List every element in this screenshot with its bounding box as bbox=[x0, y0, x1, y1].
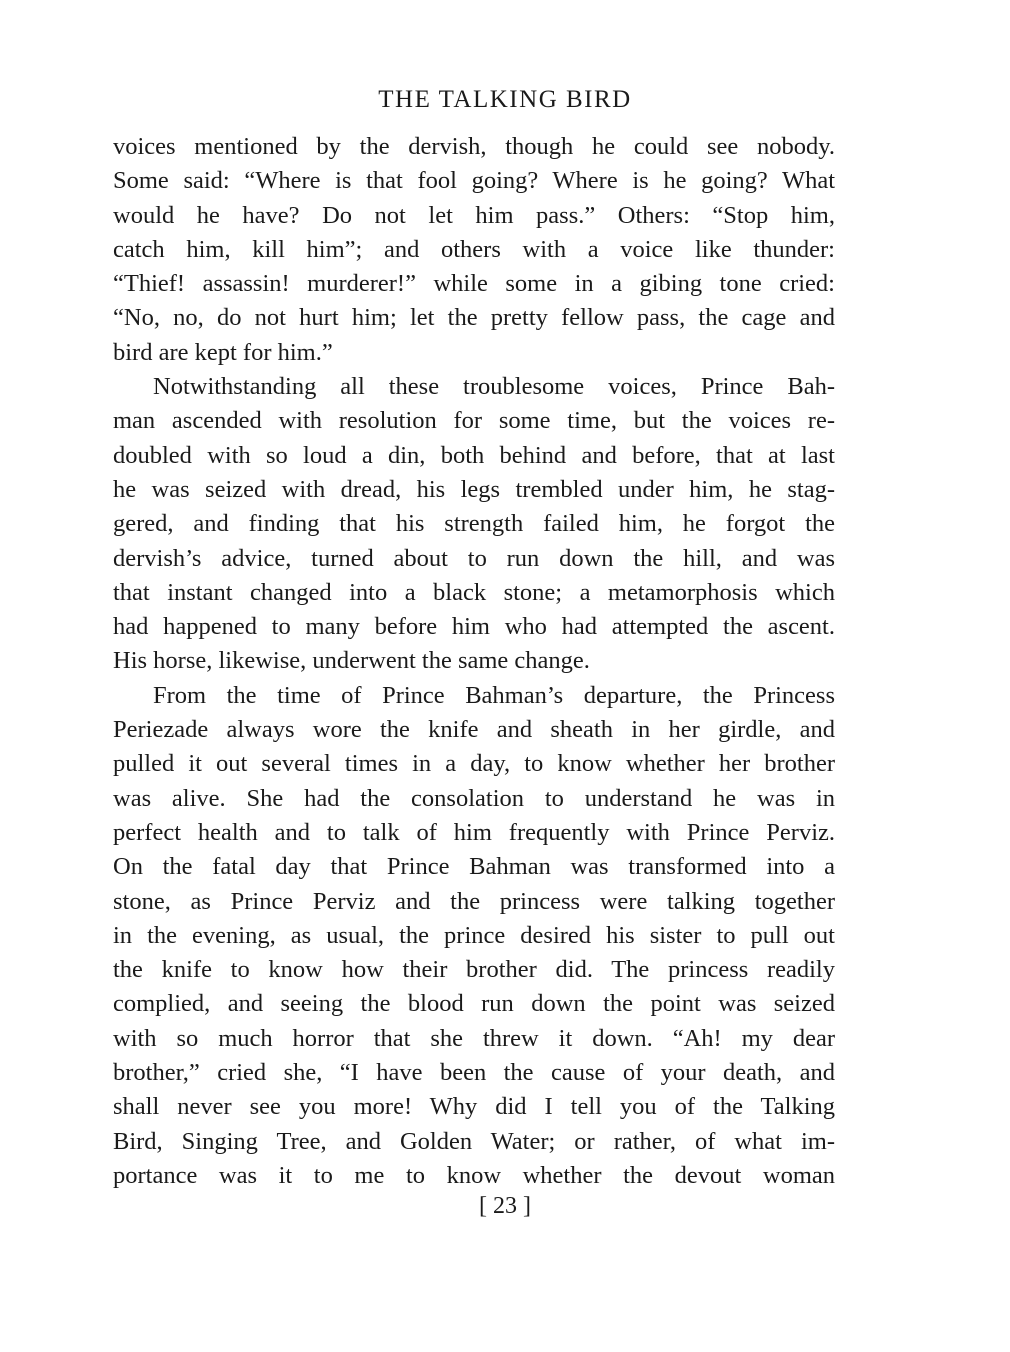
text-line: portance was it to me to know whether the devout woman bbox=[113, 1161, 835, 1189]
text-line: His horse, likewise, underwent the same change. bbox=[113, 647, 590, 675]
text-line: brother,” cried she, “I have been the cause of your death, and bbox=[113, 1059, 835, 1087]
text-line: would he have? Do not let him pass.” Others: “Stop him, bbox=[113, 201, 835, 229]
text-line: dervish’s advice, turned about to run down the hill, and was bbox=[113, 544, 835, 572]
text-line: Some said: “Where is that fool going? Where is he going? What bbox=[113, 167, 835, 195]
text-line: that instant changed into a black stone; a metamorphosis which bbox=[113, 578, 835, 606]
text-line: From the time of Prince Bahman’s departure, the Princess bbox=[153, 681, 835, 709]
text-line: in the evening, as usual, the prince desired his sister to pull out bbox=[113, 921, 835, 949]
text-line: On the fatal day that Prince Bahman was transformed into a bbox=[113, 853, 835, 881]
text-line: complied, and seeing the blood run down the point was seized bbox=[113, 990, 835, 1018]
text-line: perfect health and to talk of him frequently with Prince Perviz. bbox=[113, 818, 835, 846]
running-title: THE TALKING BIRD bbox=[378, 86, 632, 113]
text-line: was alive. She had the consolation to understand he was in bbox=[113, 784, 835, 812]
text-line: had happened to many before him who had attempted the ascent. bbox=[113, 613, 835, 641]
text-line: voices mentioned by the dervish, though he could see nobody. bbox=[113, 133, 835, 160]
text-line: he was seized with dread, his legs trembled under him, he stag- bbox=[113, 475, 835, 503]
page-number: [ 23 ] bbox=[479, 1193, 531, 1219]
text-line: catch him, kill him”; and others with a voice like thunder: bbox=[113, 235, 835, 263]
body-text bbox=[113, 130, 835, 1193]
text-line: bird are kept for him.” bbox=[113, 338, 333, 366]
text-line: “No, no, do not hurt him; let the pretty fellow pass, the cage and bbox=[113, 304, 835, 332]
text-line: shall never see you more! Why did I tell you of the Talking bbox=[113, 1093, 835, 1121]
text-line: stone, as Prince Perviz and the princess were talking together bbox=[113, 887, 835, 915]
text-line: doubled with so loud a din, both behind and before, that at last bbox=[113, 441, 835, 469]
text-line: Notwithstanding all these troublesome voices, Prince Bah- bbox=[153, 373, 835, 401]
text-line: with so much horror that she threw it down. “Ah! my dear bbox=[113, 1024, 835, 1052]
text-line: Periezade always wore the knife and sheath in her girdle, and bbox=[113, 716, 835, 744]
text-line: the knife to know how their brother did. The princess readily bbox=[113, 956, 835, 984]
text-line: man ascended with resolution for some time, but the voices re- bbox=[113, 407, 835, 435]
text-line: gered, and finding that his strength failed him, he forgot the bbox=[113, 510, 835, 538]
text-line: “Thief! assassin! murderer!” while some in a gibing tone cried: bbox=[113, 270, 835, 298]
text-line: Bird, Singing Tree, and Golden Water; or rather, of what im- bbox=[113, 1127, 835, 1155]
text-line: pulled it out several times in a day, to know whether her brother bbox=[113, 750, 835, 778]
